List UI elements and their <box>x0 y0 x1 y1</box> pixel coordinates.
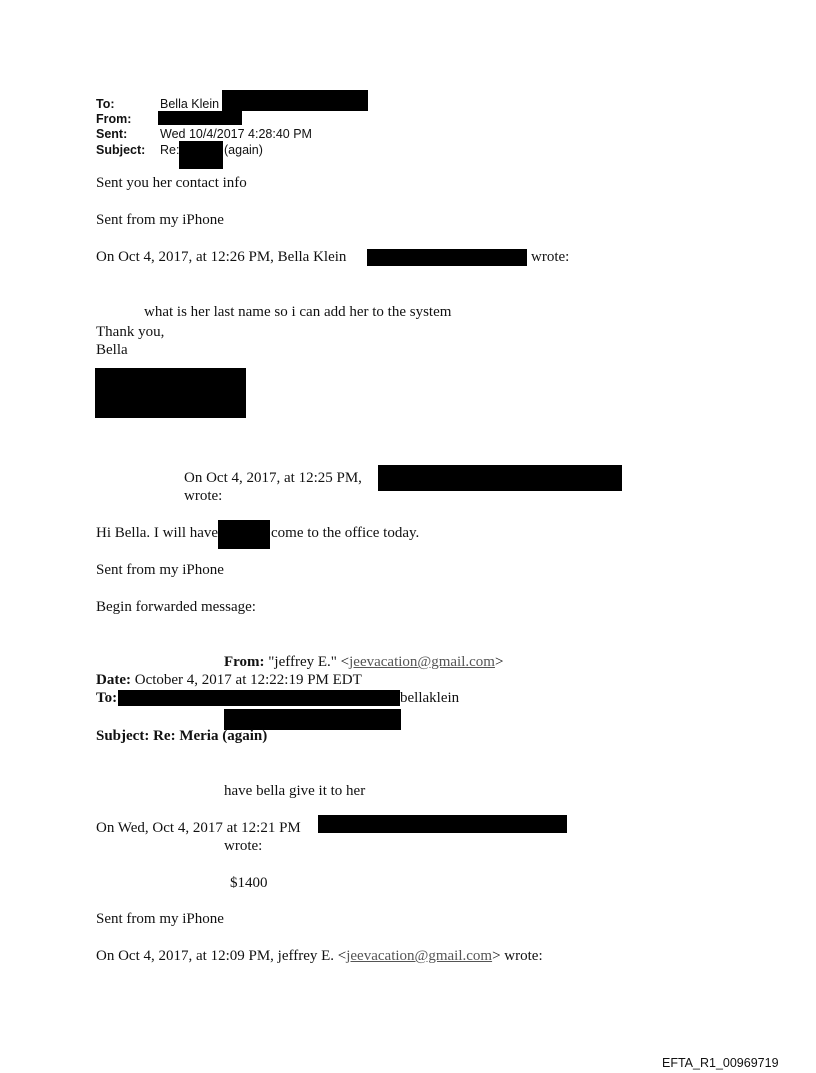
to-value: Bella Klein <box>160 97 220 111</box>
redaction <box>95 368 246 418</box>
redaction <box>179 141 223 169</box>
redaction <box>158 111 242 125</box>
redaction <box>224 709 401 730</box>
redaction <box>378 465 622 491</box>
body-line: Hi Bella. I will have <box>96 525 219 541</box>
body-line-suffix: come to the office today. <box>271 525 420 541</box>
quote-header-suffix: wrote: <box>224 838 263 854</box>
reply-text: have bella give it to her <box>224 783 366 799</box>
signature: Sent from my iPhone <box>96 911 224 927</box>
from-label: From: <box>96 112 132 126</box>
signature: Sent from my iPhone <box>96 212 224 228</box>
email-link[interactable]: jeevacation@gmail.com <box>349 654 495 670</box>
redaction <box>222 90 368 111</box>
quote-header: On Oct 4, 2017, at 12:26 PM, Bella Klein <box>96 249 347 265</box>
redaction <box>118 690 400 706</box>
quote-header-suffix: wrote: <box>531 249 570 265</box>
sent-label: Sent: <box>96 127 128 141</box>
fwd-from: From: "jeffrey E." <jeevacation@gmail.com> <box>224 654 504 670</box>
quote-header: On Oct 4, 2017, at 12:25 PM, <box>184 470 362 486</box>
subject-label: Subject: <box>96 143 146 157</box>
quoted-text: what is her last name so i can add her to the system <box>144 304 452 320</box>
to-label: To: <box>96 97 115 111</box>
signature: Sent from my iPhone <box>96 562 224 578</box>
body-line: Sent you her contact info <box>96 175 247 191</box>
redaction <box>318 815 567 833</box>
fwd-to-suffix: bellaklein <box>400 690 460 706</box>
forward-notice: Begin forwarded message: <box>96 599 256 615</box>
quote-header: On Wed, Oct 4, 2017 at 12:21 PM <box>96 820 301 836</box>
document-id: EFTA_R1_00969719 <box>662 1056 779 1070</box>
redaction <box>367 249 527 266</box>
redaction <box>218 520 270 549</box>
fwd-to: To: <box>96 690 118 706</box>
fwd-date: Date: October 4, 2017 at 12:22:19 PM EDT <box>96 672 362 688</box>
quoted-thanks: Thank you, <box>96 324 165 340</box>
amount: $1400 <box>230 875 268 891</box>
quote-header-suffix: wrote: <box>184 488 223 504</box>
email-link[interactable]: jeevacation@gmail.com <box>346 948 493 964</box>
quote-header: On Oct 4, 2017, at 12:09 PM, jeffrey E. <jeevacation@gmail.com> wrote: <box>96 948 543 964</box>
subject-prefix: Re: <box>160 143 180 157</box>
subject-suffix: (again) <box>224 143 263 157</box>
quoted-name: Bella <box>96 342 128 358</box>
sent-value: Wed 10/4/2017 4:28:40 PM <box>160 127 312 141</box>
fwd-subject: Subject: Re: Meria (again) <box>96 728 268 744</box>
